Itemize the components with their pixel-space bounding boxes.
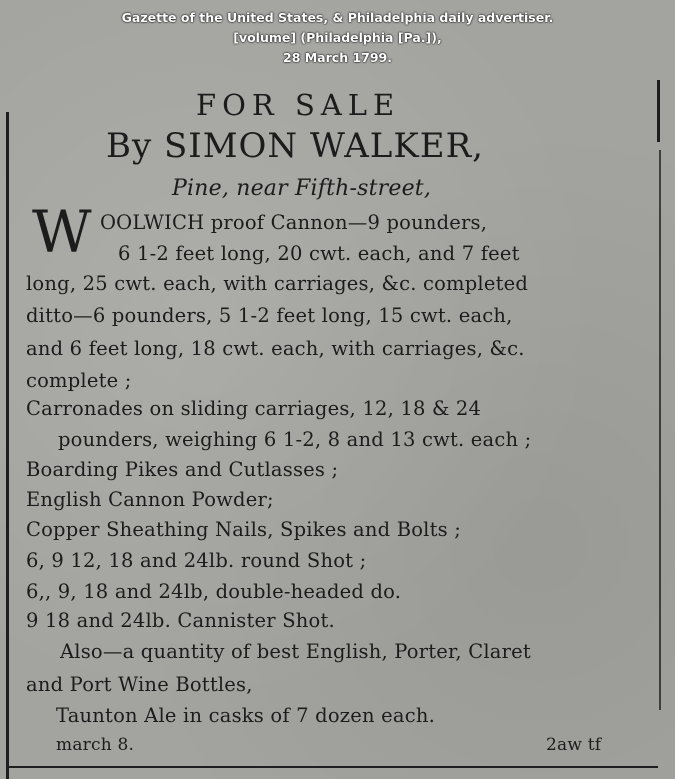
ad-line: OOLWICH proof Cannon—9 pounders, <box>100 211 488 234</box>
right-column-rule-lower <box>659 150 661 710</box>
source-caption <box>0 8 675 68</box>
caption-volume: [volume] (Philadelphia [Pa.]), <box>233 30 442 45</box>
ad-address: Pine, near Fifth-street, <box>172 176 432 201</box>
right-column-rule <box>657 80 660 142</box>
left-column-rule <box>6 112 9 779</box>
ad-line: 6, 9 12, 18 and 24lb. round Shot ; <box>26 549 367 572</box>
ad-line: Also—a quantity of best English, Porter, Claret <box>60 640 531 663</box>
ad-line: and 6 feet long, 18 cwt. each, with carriages, &c. <box>26 337 525 360</box>
ad-heading: FOR SALE <box>196 88 401 122</box>
ad-line: Boarding Pikes and Cutlasses ; <box>26 458 339 481</box>
drop-cap: W <box>32 198 92 266</box>
ad-line: 6,, 9, 18 and 24lb, double-headed do. <box>26 580 402 603</box>
ad-line: Copper Sheathing Nails, Spikes and Bolts ; <box>26 518 462 541</box>
ad-line: complete ; <box>26 369 132 392</box>
ad-line: Taunton Ale in casks of 7 dozen each. <box>56 704 435 727</box>
bottom-rule <box>8 766 658 768</box>
ad-line: and Port Wine Bottles, <box>26 673 253 696</box>
ad-line: ditto—6 pounders, 5 1-2 feet long, 15 cwt. each, <box>26 304 513 327</box>
ad-line: 9 18 and 24lb. Cannister Shot. <box>26 609 335 632</box>
ad-line: pounders, weighing 6 1-2, 8 and 13 cwt. each ; <box>58 428 532 451</box>
ad-frequency: 2aw tf <box>546 735 602 755</box>
ad-line: 6 1-2 feet long, 20 cwt. each, and 7 feet <box>118 242 520 265</box>
ad-line: Carronades on sliding carriages, 12, 18 & 24 <box>26 397 482 420</box>
ad-line: long, 25 cwt. each, with carriages, &c. completed <box>26 272 529 295</box>
ad-date: march 8. <box>56 735 135 755</box>
caption-title: Gazette of the United States, & Philadelphia daily advertiser. <box>121 10 554 25</box>
caption-date: 28 March 1799. <box>283 50 392 65</box>
ad-line: English Cannon Powder; <box>26 488 274 511</box>
ad-seller: By SIMON WALKER, <box>106 126 484 166</box>
